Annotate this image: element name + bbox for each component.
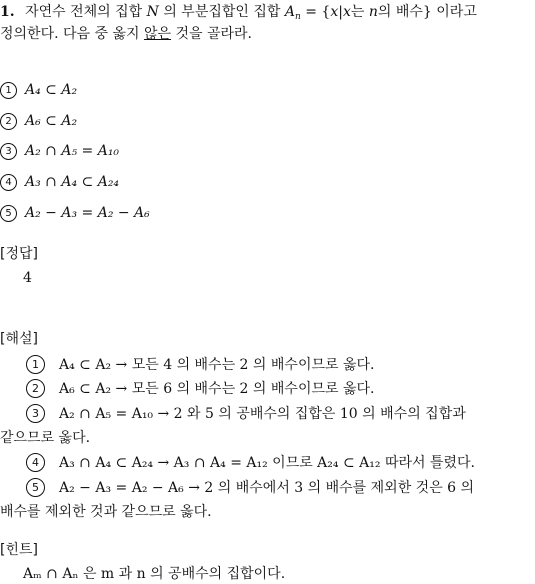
answer-label: [정답] bbox=[0, 246, 38, 262]
explanation-text: A₂ − A₃ = A₂ − A₆ → 2 의 배수에서 3 의 배수를 제외한 것은 6 의 bbox=[59, 480, 475, 496]
question-text-b: 의 부분집합인 집합 bbox=[163, 4, 281, 20]
question-line-2 bbox=[0, 24, 252, 44]
question-line2-a: 정의한다. 다음 중 옳지 bbox=[0, 26, 144, 42]
explanation-marker: 3 bbox=[26, 404, 45, 423]
explanation-item-5 bbox=[26, 478, 474, 498]
question-line2-b: 것을 골라라. bbox=[171, 26, 253, 42]
set-bar: | bbox=[338, 4, 343, 20]
explanation-item-3-cont: 같으므로 옳다. bbox=[0, 430, 91, 446]
set-var3: n bbox=[368, 4, 378, 20]
choice-expr: A₆ ⊂ A₂ bbox=[25, 113, 78, 129]
explanation-item-1 bbox=[26, 355, 374, 375]
choice-1 bbox=[0, 80, 77, 100]
hint-text: Aₘ ∩ Aₙ 은 m 과 n 의 공배수의 집합이다. bbox=[23, 566, 286, 582]
set-n: N bbox=[146, 4, 159, 20]
question-text-a: 자연수 전체의 집합 bbox=[25, 4, 143, 20]
explanation-item-3 bbox=[26, 404, 466, 424]
explanation-label: [해설] bbox=[0, 331, 38, 347]
explanation-item-5-cont: 배수를 제외한 것과 같으므로 옳다. bbox=[0, 504, 212, 520]
choice-5 bbox=[0, 203, 150, 223]
explanation-text: A₂ ∩ A₅ = A₁₀ → 2 와 5 의 공배수의 집합은 10 의 배수의 집합과 bbox=[59, 406, 466, 422]
set-var: x bbox=[330, 4, 339, 20]
set-def-symbol: A bbox=[284, 4, 295, 20]
choice-expr: A₂ ∩ A₅ = A₁₀ bbox=[25, 143, 120, 159]
question-line-1 bbox=[0, 2, 477, 22]
question-number: 1. bbox=[0, 4, 15, 20]
question-line2-underlined: 않은 bbox=[143, 26, 172, 42]
set-text2: 의 배수} 이라고 bbox=[377, 4, 477, 20]
explanation-marker: 1 bbox=[26, 355, 45, 374]
choice-2 bbox=[0, 111, 77, 131]
explanation-item-4 bbox=[26, 453, 475, 473]
explanation-marker: 5 bbox=[26, 478, 45, 497]
choice-3 bbox=[0, 141, 119, 161]
answer-value: 4 bbox=[23, 270, 32, 286]
explanation-text: A₆ ⊂ A₂ → 모든 6 의 배수는 2 의 배수이므로 옳다. bbox=[59, 381, 375, 397]
explanation-marker: 4 bbox=[26, 453, 45, 472]
choice-4 bbox=[0, 172, 119, 192]
choice-expr: A₃ ∩ A₄ ⊂ A₂₄ bbox=[25, 174, 120, 190]
choice-marker: 1 bbox=[0, 82, 17, 99]
choice-marker: 2 bbox=[0, 113, 17, 130]
choice-marker: 5 bbox=[0, 205, 17, 222]
choice-expr: A₂ − A₃ = A₂ − A₆ bbox=[25, 205, 150, 221]
set-text: 는 bbox=[350, 4, 365, 20]
choice-expr: A₄ ⊂ A₂ bbox=[25, 82, 78, 98]
set-def-sub: n bbox=[295, 12, 301, 22]
hint-label: [힌트] bbox=[0, 542, 38, 558]
choice-marker: 3 bbox=[0, 143, 17, 160]
choice-marker: 4 bbox=[0, 174, 17, 191]
explanation-item-2 bbox=[26, 379, 374, 399]
set-eq: = { bbox=[300, 4, 331, 20]
explanation-text: A₃ ∩ A₄ ⊂ A₂₄ → A₃ ∩ A₄ = A₁₂ 이므로 A₂₄ ⊂ A₁₂ 따라서 틀렸다. bbox=[59, 455, 475, 471]
explanation-marker: 2 bbox=[26, 379, 45, 398]
set-var2: x bbox=[342, 4, 351, 20]
explanation-text: A₄ ⊂ A₂ → 모든 4 의 배수는 2 의 배수이므로 옳다. bbox=[59, 357, 375, 373]
